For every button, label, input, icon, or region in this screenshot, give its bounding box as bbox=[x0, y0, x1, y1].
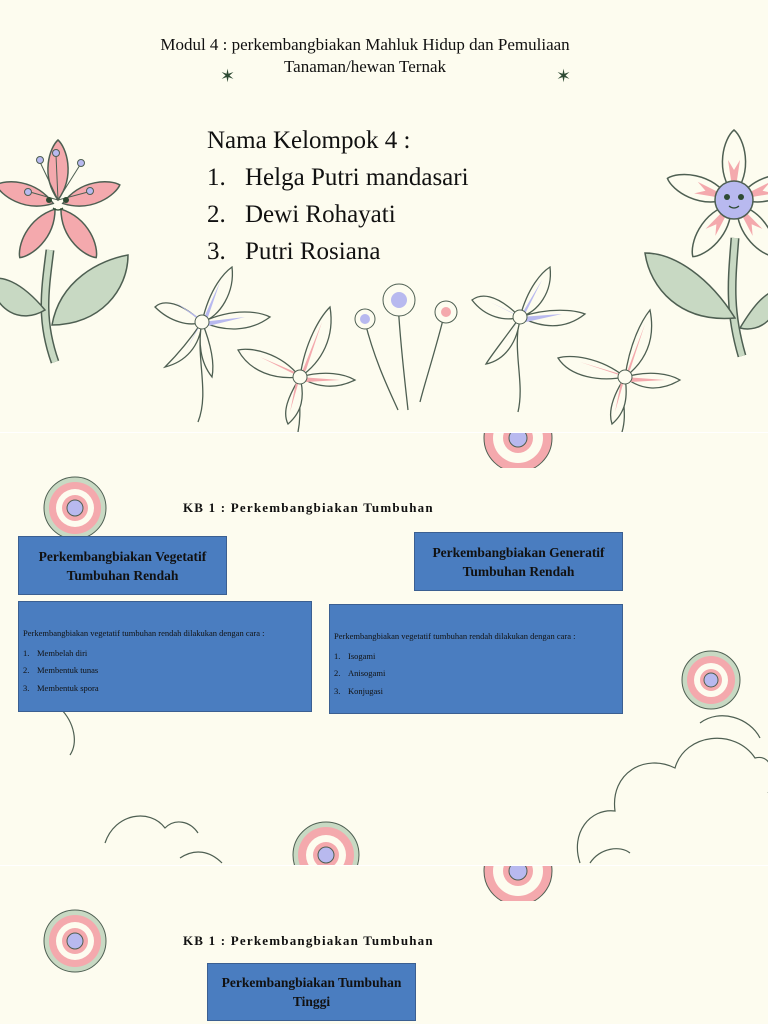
list-item bbox=[23, 662, 307, 680]
box-intro-text: Perkembangbiakan vegetatif tumbuhan rendah dilakukan dengan cara : bbox=[23, 628, 265, 638]
kb-title: KB 1 : Perkembangbiakan Tumbuhan bbox=[183, 933, 434, 948]
list-item bbox=[23, 644, 307, 662]
list-text: Konjugasi bbox=[348, 685, 383, 696]
cloud-outline-illustration bbox=[0, 703, 230, 865]
vegetative-header-box: Perkembangbiakan Vegetatif Tumbuhan Rendah bbox=[18, 536, 227, 595]
list-text: Isogami bbox=[348, 650, 376, 661]
module-title-line-2: Tanaman/hewan Ternak bbox=[283, 57, 447, 76]
list-number: 1. bbox=[23, 647, 30, 658]
list-item bbox=[334, 682, 618, 700]
box-intro-text: Perkembangbiakan vegetatif tumbuhan rendah dilakukan dengan cara : bbox=[334, 631, 576, 641]
member-item bbox=[207, 233, 469, 270]
module-title bbox=[100, 34, 630, 78]
list-number: 2. bbox=[334, 668, 341, 679]
kb-title: KB 1 : Perkembangbiakan Tumbuhan bbox=[183, 500, 434, 515]
high-plants-header-box: Perkembangbiakan Tumbuhan Tinggi bbox=[207, 963, 416, 1021]
round-flower-illustration bbox=[42, 908, 108, 974]
list-text: Membentuk tunas bbox=[37, 665, 99, 676]
member-item bbox=[207, 196, 469, 233]
list-item bbox=[334, 665, 618, 683]
list-number: 3. bbox=[334, 685, 341, 696]
member-number: 1. bbox=[207, 164, 226, 191]
list-item bbox=[334, 647, 618, 665]
member-number: 3. bbox=[207, 238, 226, 265]
list-text: Membentuk spora bbox=[37, 682, 99, 693]
vegetative-content-box bbox=[18, 601, 312, 712]
round-flower-illustration bbox=[478, 866, 558, 901]
flower-border-illustration bbox=[150, 262, 690, 432]
slide-kb1-low-plants bbox=[0, 433, 768, 865]
slide-title bbox=[0, 0, 768, 432]
list-text: Anisogami bbox=[348, 668, 386, 679]
group-members-list bbox=[207, 122, 469, 270]
round-flower-illustration bbox=[680, 649, 742, 711]
list-text: Membelah diri bbox=[37, 647, 88, 658]
star-ornament-right: ✶ bbox=[556, 66, 572, 86]
module-title-line-1: Modul 4 : perkembangbiakan Mahluk Hidup dan Pemuliaan bbox=[160, 35, 570, 54]
list-number: 2. bbox=[23, 665, 30, 676]
cloud-outline-illustration bbox=[560, 713, 768, 865]
pink-flower-illustration bbox=[0, 130, 140, 370]
list-number: 1. bbox=[334, 650, 341, 661]
generative-header-box: Perkembangbiakan Generatif Tumbuhan Rendah bbox=[414, 532, 623, 591]
group-heading: Nama Kelompok 4 : bbox=[207, 127, 411, 154]
slide-kb1-high-plants bbox=[0, 866, 768, 1024]
generative-content-box bbox=[329, 604, 623, 714]
member-item bbox=[207, 159, 469, 196]
member-number: 2. bbox=[207, 201, 226, 228]
member-name: Dewi Rohayati bbox=[245, 201, 396, 228]
member-name: Putri Rosiana bbox=[245, 238, 381, 265]
round-flower-illustration bbox=[478, 433, 558, 468]
round-flower-illustration bbox=[292, 821, 362, 865]
star-ornament-left: ✶ bbox=[220, 66, 236, 86]
round-flower-illustration bbox=[42, 475, 108, 541]
list-number: 3. bbox=[23, 682, 30, 693]
list-item bbox=[23, 679, 307, 697]
member-name: Helga Putri mandasari bbox=[245, 164, 469, 191]
